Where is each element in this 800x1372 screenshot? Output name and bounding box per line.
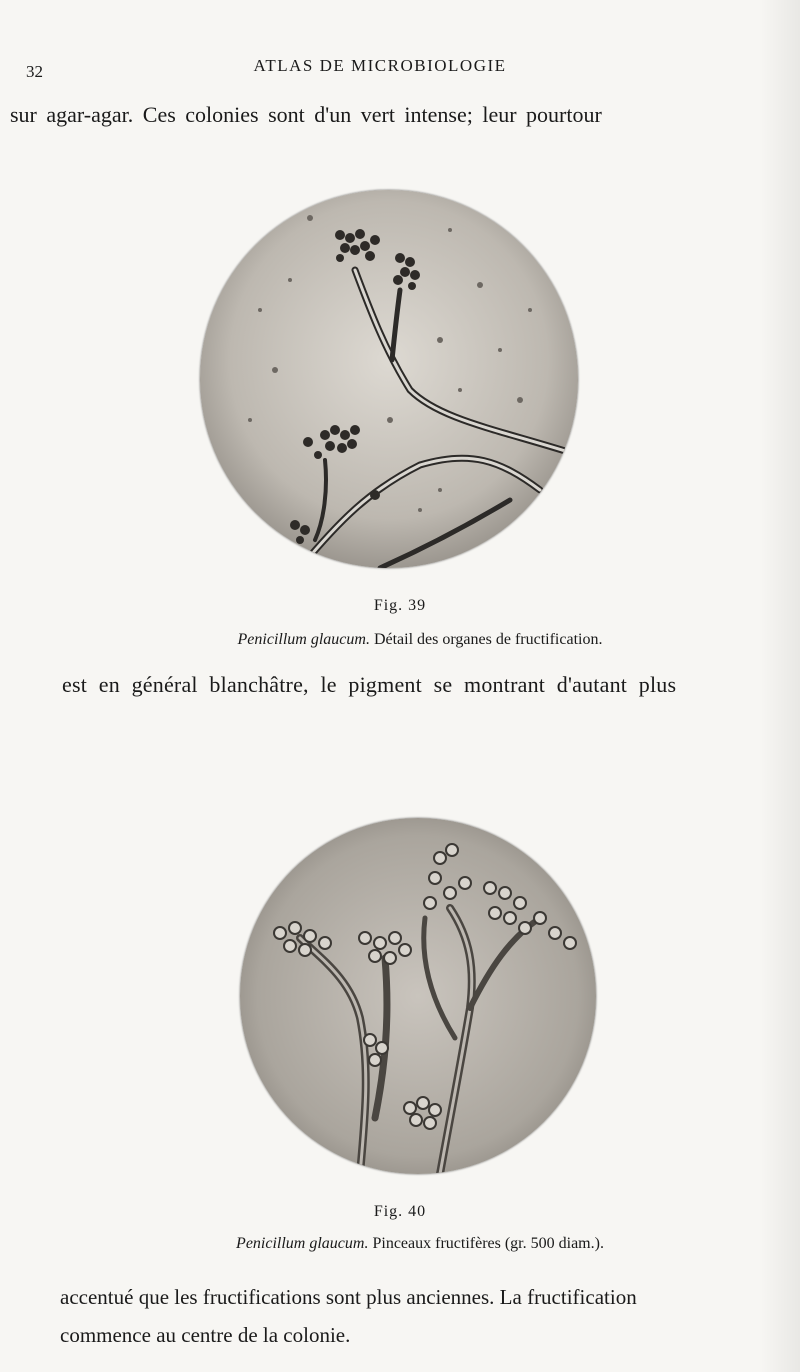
figure-39-label: Fig. 39 <box>373 597 427 614</box>
figure-39-species: Penicillum glaucum. <box>237 631 370 648</box>
figure-39-description: Détail des organes de fructification. <box>373 631 603 648</box>
micrograph-fig-40 <box>240 818 596 1174</box>
body-text-line-3: accentué que les fructifications sont plus anciennes. La fructification <box>60 1285 637 1309</box>
page-number: 32 <box>26 62 43 81</box>
figure-40-caption <box>20 1235 800 1253</box>
figure-39-caption <box>20 631 800 649</box>
micrograph-fig-39 <box>200 190 578 568</box>
body-text-line-4: commence au centre de la colonie. <box>60 1323 351 1347</box>
figure-40-species: Penicillum glaucum. <box>236 1235 369 1252</box>
figure-40-label: Fig. 40 <box>373 1203 427 1220</box>
running-title: ATLAS DE MICROBIOLOGIE <box>253 56 507 75</box>
body-text-line-1: sur agar-agar. Ces colonies sont d'un vert intense; leur pourtour <box>10 102 602 127</box>
body-text-line-2: est en général blanchâtre, le pigment se montrant d'autant plus <box>62 672 677 697</box>
figure-40-description: Pinceaux fructifères (gr. 500 diam.). <box>372 1235 604 1252</box>
